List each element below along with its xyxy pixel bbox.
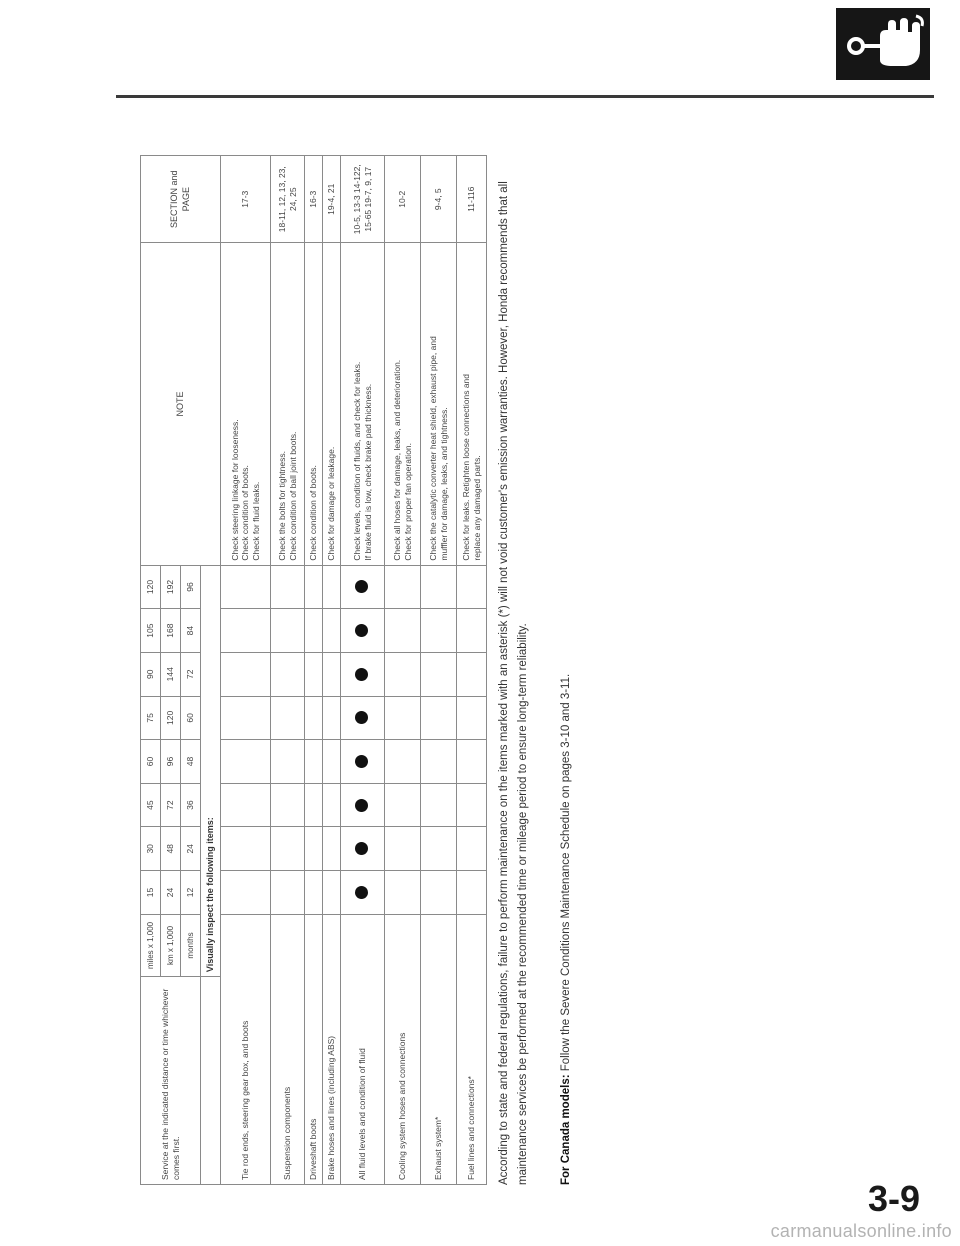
miles-value: 90	[141, 652, 161, 696]
interval-cell	[421, 827, 457, 871]
km-value: 24	[161, 871, 181, 915]
inspect-dot-icon	[355, 799, 368, 812]
inspection-item-section: 18-11, 12, 13, 23, 24, 25	[271, 156, 305, 243]
inspect-dot-icon	[355, 886, 368, 899]
note-line: muffler for damage, leaks, and tightness.	[438, 407, 449, 561]
inspection-item-row	[385, 156, 421, 1185]
months-value: 84	[181, 609, 201, 653]
note-line: If brake fluid is low, check brake pad thickness.	[362, 383, 373, 561]
interval-cell	[457, 696, 487, 740]
unit-label-miles: miles x 1,000	[141, 914, 161, 976]
interval-cell	[421, 740, 457, 784]
unit-label-km: km x 1,000	[161, 914, 181, 976]
interval-cell	[305, 565, 323, 609]
interval-cell	[421, 565, 457, 609]
months-value: 60	[181, 696, 201, 740]
inspection-item-note	[385, 243, 421, 565]
inspect-items-heading: Visually inspect the following items:	[201, 565, 221, 976]
miles-value: 60	[141, 740, 161, 784]
interval-cell	[385, 652, 421, 696]
inspect-dot-icon	[355, 580, 368, 593]
miles-value: 75	[141, 696, 161, 740]
interval-cell	[421, 783, 457, 827]
interval-cell	[421, 871, 457, 915]
inspection-item-section: 19-4, 21	[323, 156, 341, 243]
interval-cell	[271, 871, 305, 915]
interval-cell	[271, 827, 305, 871]
interval-cell	[457, 871, 487, 915]
note-line: Check for leaks. Retighten loose connections and	[460, 374, 471, 561]
km-value: 96	[161, 740, 181, 784]
interval-cell	[323, 827, 341, 871]
note-line: Check condition of ball joint boots.	[287, 431, 298, 561]
inspection-item-section: 10-2	[385, 156, 421, 243]
note-line: Check steering linkage for looseness.	[229, 419, 240, 561]
interval-cell	[305, 609, 323, 653]
interval-cell	[305, 740, 323, 784]
interval-cell	[385, 740, 421, 784]
km-value: 72	[161, 783, 181, 827]
inspection-item-name: Fuel lines and connections*	[457, 914, 487, 1184]
interval-cell	[221, 827, 271, 871]
months-value: 24	[181, 827, 201, 871]
inspection-item-section: 10-5, 13-3 14-122, 15-65 19-7, 9, 17	[341, 156, 385, 243]
inspection-item-row	[305, 156, 323, 1185]
note-line: Check for damage or leakage.	[326, 446, 337, 561]
interval-cell	[305, 827, 323, 871]
interval-cell	[323, 696, 341, 740]
note-line: Check for fluid leaks.	[250, 481, 261, 561]
interval-cell	[421, 609, 457, 653]
interval-cell	[457, 609, 487, 653]
section-page-header: SECTION and PAGE	[141, 156, 221, 243]
interval-cell	[271, 783, 305, 827]
miles-value: 120	[141, 565, 161, 609]
inspection-item-note	[305, 243, 323, 565]
interval-cell	[221, 740, 271, 784]
interval-cell	[341, 609, 385, 653]
note-header: NOTE	[141, 243, 221, 565]
interval-cell	[221, 565, 271, 609]
inspection-item-note	[271, 243, 305, 565]
inspection-item-row	[421, 156, 457, 1185]
emission-warranty-footnote: According to state and federal regulations, failure to perform maintenance on the items marked with an asterisk (*) will not void customer's emission warranties. However, Honda recommends that all maintenance services be performed at the recommended time or mileage period to ensure long-term reliability.	[498, 181, 529, 1185]
interval-cell	[305, 871, 323, 915]
km-value: 168	[161, 609, 181, 653]
interval-cell	[341, 652, 385, 696]
interval-cell	[221, 783, 271, 827]
inspection-item-section: 16-3	[305, 156, 323, 243]
watermark: carmanualsonline.info	[770, 1221, 952, 1241]
inspection-item-note	[221, 243, 271, 565]
km-value: 48	[161, 827, 181, 871]
interval-cell	[323, 565, 341, 609]
interval-cell	[221, 609, 271, 653]
interval-cell	[385, 565, 421, 609]
inspection-item-section: 11-116	[457, 156, 487, 243]
km-value: 120	[161, 696, 181, 740]
interval-cell	[305, 696, 323, 740]
interval-cell	[341, 740, 385, 784]
inspection-item-name: Driveshaft boots	[305, 914, 323, 1184]
interval-cell	[341, 827, 385, 871]
months-value: 72	[181, 652, 201, 696]
inspection-item-name: Exhaust system*	[421, 914, 457, 1184]
inspection-item-name: Tie rod ends, steering gear box, and boots	[221, 914, 271, 1184]
interval-cell	[271, 696, 305, 740]
inspection-item-row	[457, 156, 487, 1185]
note-line: Check for proper fan operation.	[402, 442, 413, 561]
interval-cell	[457, 740, 487, 784]
interval-cell	[457, 783, 487, 827]
interval-cell	[323, 740, 341, 784]
interval-cell	[341, 696, 385, 740]
inspection-item-section: 9-4, 5	[421, 156, 457, 243]
interval-cell	[385, 783, 421, 827]
inspection-item-note	[457, 243, 487, 565]
interval-cell	[271, 565, 305, 609]
maintenance-schedule-table	[140, 155, 487, 1185]
inspection-item-name: All fluid levels and condition of fluid	[341, 914, 385, 1184]
inspection-item-note	[323, 243, 341, 565]
note-line: Check all hoses for damage, leaks, and deterioration.	[391, 359, 402, 561]
note-line: Check condition of boots.	[308, 465, 319, 561]
miles-value: 105	[141, 609, 161, 653]
interval-cell	[271, 652, 305, 696]
interval-cell	[323, 652, 341, 696]
note-line: Check levels, condition of fluids, and check for leaks.	[351, 361, 362, 561]
inspection-item-name: Cooling system hoses and connections	[385, 914, 421, 1184]
canada-models-note	[560, 165, 572, 1185]
canada-models-label: For Canada models:	[560, 1074, 572, 1185]
months-value: 36	[181, 783, 201, 827]
unit-label-months: months	[181, 914, 201, 976]
km-value: 192	[161, 565, 181, 609]
interval-cell	[341, 565, 385, 609]
interval-cell	[305, 783, 323, 827]
months-value: 48	[181, 740, 201, 784]
inspection-item-row	[323, 156, 341, 1185]
km-value: 144	[161, 652, 181, 696]
interval-cell	[341, 783, 385, 827]
inspect-dot-icon	[355, 842, 368, 855]
interval-cell	[385, 871, 421, 915]
inspection-item-note	[341, 243, 385, 565]
interval-cell	[221, 652, 271, 696]
inspection-item-name: Brake hoses and lines (including ABS)	[323, 914, 341, 1184]
interval-cell	[221, 696, 271, 740]
header-spacer-cell	[201, 977, 221, 1185]
note-line: Check condition of boots.	[240, 465, 251, 561]
inspection-item-name: Suspension components	[271, 914, 305, 1184]
interval-cell	[221, 871, 271, 915]
months-value: 12	[181, 871, 201, 915]
months-value: 96	[181, 565, 201, 609]
interval-cell	[323, 783, 341, 827]
interval-cell	[421, 696, 457, 740]
interval-cell	[457, 652, 487, 696]
inspection-item-row	[341, 156, 385, 1185]
inspection-item-row	[221, 156, 271, 1185]
service-interval-description: Service at the indicated distance or time whichever comes first.	[141, 977, 201, 1185]
maintenance-logo-icon	[836, 8, 930, 80]
interval-cell	[385, 827, 421, 871]
inspect-dot-icon	[355, 624, 368, 637]
interval-cell	[305, 652, 323, 696]
page-number: 3-9	[868, 1178, 921, 1219]
interval-cell	[323, 871, 341, 915]
inspect-dot-icon	[355, 668, 368, 681]
inspection-item-section: 17-3	[221, 156, 271, 243]
note-line: replace any damaged parts.	[471, 455, 482, 561]
canada-models-text: Follow the Severe Conditions Maintenance Schedule on pages 3-10 and 3-11.	[560, 673, 572, 1075]
interval-cell	[271, 609, 305, 653]
interval-cell	[457, 565, 487, 609]
miles-value: 45	[141, 783, 161, 827]
inspection-item-row	[271, 156, 305, 1185]
note-line: Check the catalytic converter heat shield, exhaust pipe, and	[427, 336, 438, 561]
miles-value: 30	[141, 827, 161, 871]
inspection-items	[221, 156, 487, 1185]
inspection-item-note	[421, 243, 457, 565]
miles-value: 15	[141, 871, 161, 915]
rotated-content	[140, 0, 595, 1185]
interval-cell	[421, 652, 457, 696]
inspect-dot-icon	[355, 711, 368, 724]
interval-cell	[323, 609, 341, 653]
interval-cell	[341, 871, 385, 915]
interval-cell	[385, 696, 421, 740]
interval-cell	[385, 609, 421, 653]
inspect-dot-icon	[355, 755, 368, 768]
interval-cell	[271, 740, 305, 784]
note-line: Check the bolts for tightness.	[276, 451, 287, 561]
interval-cell	[457, 827, 487, 871]
